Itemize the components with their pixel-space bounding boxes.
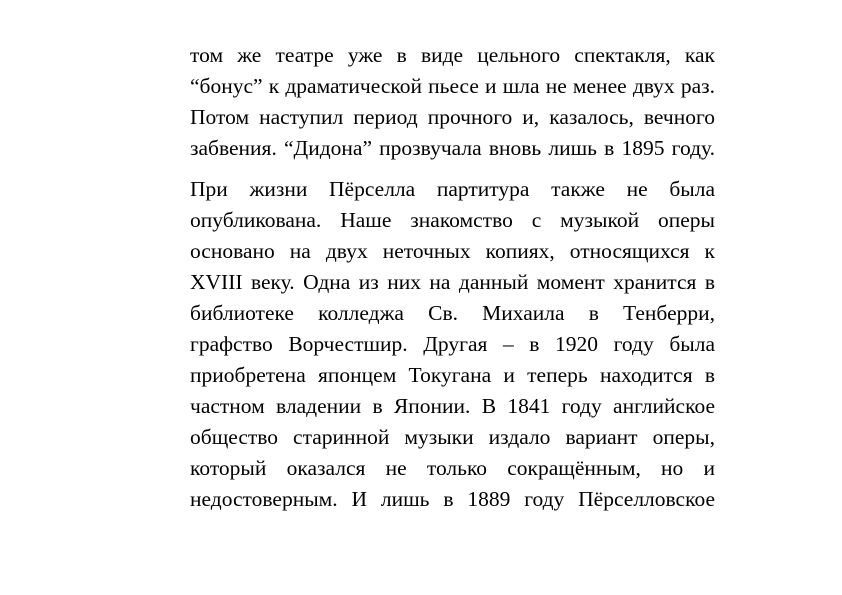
text-line: опубликована. Наше знакомство с музыкой оперы xyxy=(190,208,715,232)
document-page xyxy=(190,40,715,515)
text-line: недостоверным. И лишь в 1889 году Пёрселловское xyxy=(190,487,715,511)
text-line: том же театре уже в виде цельного спектакля, как xyxy=(190,43,715,67)
text-line: общество старинной музыки издало вариант оперы, xyxy=(190,425,715,449)
text-line: частном владении в Японии. В 1841 году английское xyxy=(190,394,715,418)
text-line: забвения. “Дидона” прозвучала вновь лишь в 1895 году. xyxy=(190,136,715,160)
text-line: приобретена японцем Токугана и теперь находится в xyxy=(190,363,715,387)
text-line: Потом наступил период прочного и, казалось, вечного xyxy=(190,105,715,129)
text-line: При жизни Пёрселла партитура также не была xyxy=(190,177,715,201)
text-line: который оказался не только сокращённым, но и xyxy=(190,456,715,480)
text-line: XVIII веку. Одна из них на данный момент хранится в xyxy=(190,270,715,294)
text-line: “бонус” к драматической пьесе и шла не менее двух раз. xyxy=(190,74,715,98)
text-line: графство Ворчестшир. Другая – в 1920 году была xyxy=(190,332,715,356)
paragraph-1 xyxy=(190,40,715,164)
paragraph-2 xyxy=(190,174,715,515)
text-line: библиотеке колледжа Св. Михаила в Тенберри, xyxy=(190,301,715,325)
text-line: основано на двух неточных копиях, относящихся к xyxy=(190,239,715,263)
paragraph-spacer xyxy=(190,164,715,174)
